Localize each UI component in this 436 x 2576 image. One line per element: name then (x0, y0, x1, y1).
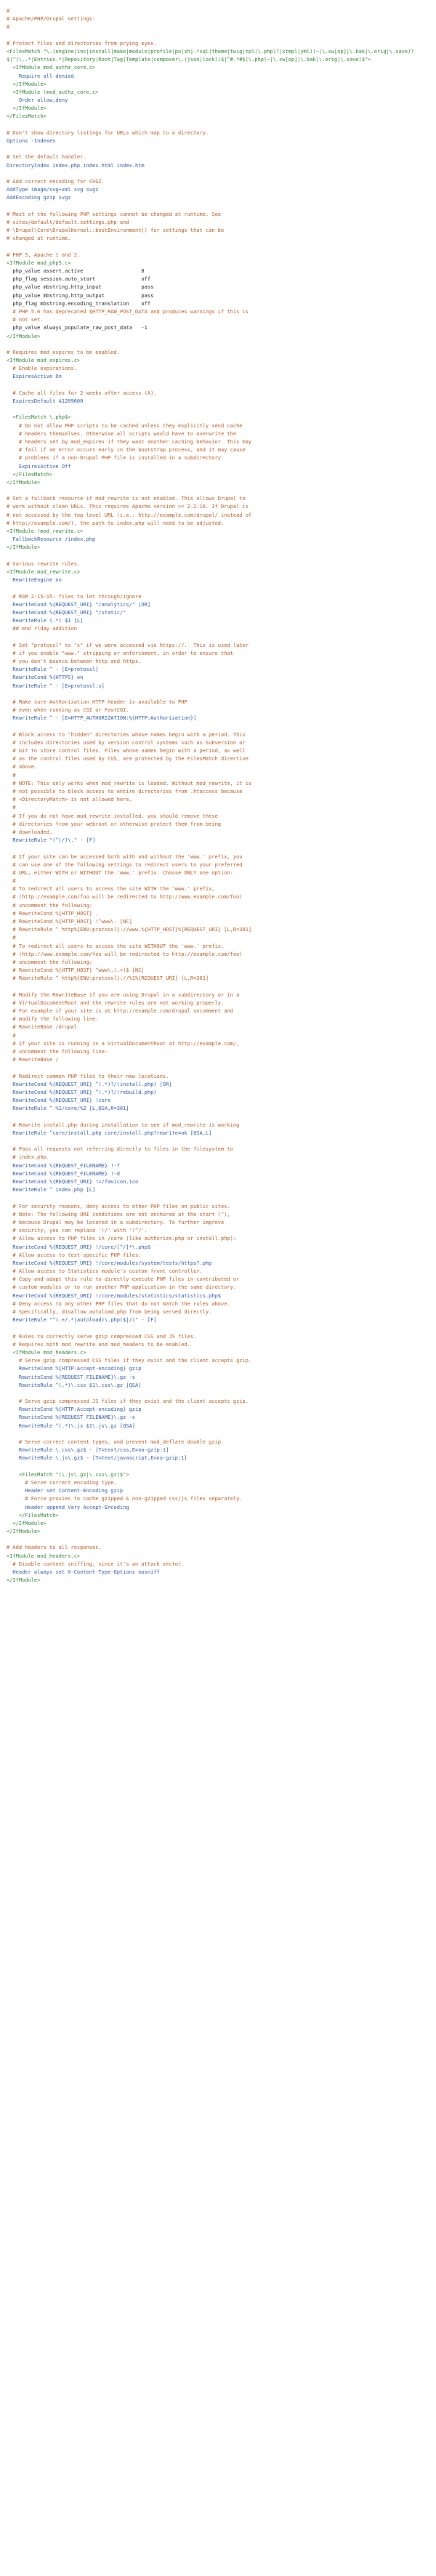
code-line: RewriteCond %{REQUEST_URI} !/core/modules/statistics/statistics.php$ (7, 1292, 222, 1299)
code-line: RewriteRule "^(.+/.*|autoload)\.php($|/)" - [F] (7, 1317, 157, 1324)
code-line: # RewriteRule ^ http%{ENV:protossl}://www.%{HTTP_HOST}%{REQUEST_URI} [L,R=301] (7, 927, 252, 933)
code-line: RewriteCond %{REQUEST_URI} !=/favicon.ico (7, 1179, 139, 1185)
code-line: </IfModule> (7, 1529, 41, 1535)
code-line: # downloaded. (7, 829, 53, 835)
code-line: # Various rewrite rules. (7, 560, 81, 567)
code-line: ## end rlday addition (7, 626, 77, 632)
code-line: RewriteRule ^ - [E=protossl] (7, 667, 99, 673)
code-line: # if you enable "www." stripping or enforcement, in order to ensure that (7, 650, 233, 656)
code-line: # Serve correct encoding type. (7, 1479, 117, 1486)
code-line: # headers set by mod_expires if they want another caching behavior. This may (7, 438, 252, 445)
code-line: # modify the following line: (7, 1016, 99, 1023)
blank-line (7, 1138, 436, 1146)
code-line: RewriteCond %{HTTP:Accept-encoding} gzip (7, 1366, 142, 1372)
blank-line (7, 1114, 436, 1122)
code-line: # Allow access to Statistics module's custom front controller. (7, 1268, 203, 1275)
code-line: # Allow access to PHP files in /core (like authorize.php or install.php): (7, 1236, 237, 1242)
code-line: </FilesMatch> (7, 1512, 59, 1518)
blank-line (7, 691, 436, 699)
blank-line (7, 170, 436, 178)
code-line: # Add headers to all responses. (7, 1545, 102, 1551)
code-line: # <DirectoryMatch> is not allowed here. (7, 797, 132, 803)
code-line: # VirtualDocumentRoot and the rewrite rules are not working properly. (7, 999, 225, 1006)
blank-line (7, 983, 436, 991)
code-line: # as the control files used by CVS, are protected by the FilesMatch directive (7, 756, 249, 762)
blank-line (7, 121, 436, 129)
blank-line (7, 32, 436, 40)
code-line: # RewriteRule ^ http%{ENV:protossl}://%1%{REQUEST_URI} [L,R=301] (7, 975, 209, 982)
code-line: # To redirect all users to access the site WITHOUT the 'www.' prefix, (7, 943, 225, 949)
code-line: RewriteRule ^core/install.php core/install.php?rewrite=ok [QSA,L] (7, 1130, 212, 1136)
code-line: php_value always_populate_raw_post_data -1 (7, 325, 148, 331)
code-line: ExpiresActive On (7, 374, 62, 380)
code-line: # Redirect common PHP files to their new locations. (7, 1073, 169, 1079)
code-line: # RewriteCond %{HTTP_HOST} !^www\. [NC] (7, 919, 132, 925)
code-line: RewriteCond %{REQUEST_URI} "/static/" (7, 609, 126, 616)
code-line: FallbackResource /index.php (7, 536, 96, 543)
code-line: # (http://www.example.com/foo will be redirected to http://example.com/foo) (7, 951, 243, 957)
code-line: # Don't show directory listings for URLs which map to a directory. (7, 129, 209, 136)
code-line: # security, you can replace '!/' with '!^/'. (7, 1228, 148, 1234)
code-line: # Make sure Authorization HTTP header is available to PHP (7, 699, 187, 705)
blank-line (7, 1064, 436, 1072)
code-line: <IfModule mod_rewrite.c> (7, 568, 81, 575)
blank-line (7, 1463, 436, 1471)
code-line: RewriteCond %{REQUEST_URI} ^(.*)?/(install.php) [OR] (7, 1081, 172, 1087)
code-line: # http://example.com/), the path to index.php will need to be adjusted. (7, 520, 225, 526)
blank-line (7, 487, 436, 495)
code-line: # uncomment the following: (7, 902, 93, 909)
code-line: RewriteCond %{HTTPS} on (7, 675, 84, 681)
code-line: # not accessed by the top level URL (i.e.: http://example.com/drupal/ instead of (7, 512, 252, 518)
code-line: <IfModule !mod_authz_core.c> (7, 89, 99, 95)
code-line: # (7, 772, 16, 778)
code-line: # If your site is running in a VirtualDocumentRoot at http://example.com/, (7, 1040, 240, 1047)
code-line: <IfModule mod_headers.c> (7, 1349, 86, 1356)
code-line: php_flag mbstring.encoding_translation off (7, 300, 151, 307)
code-line: # PHP 5, Apache 1 and 2. (7, 251, 81, 258)
code-line: # If you do not have mod_rewrite installed, you should remove these (7, 813, 218, 819)
code-line: RewriteRule \.css\.gz$ - [T=text/css,E=no-gzip:1] (7, 1447, 169, 1454)
code-line: # can use one of the following settings to redirect users to your preferred (7, 861, 243, 868)
blank-line (7, 382, 436, 390)
code-line: # custom modules or to run another PHP application in the same directory. (7, 1284, 237, 1291)
code-line: Require all denied (7, 73, 74, 79)
code-line: RewriteCond %{REQUEST_FILENAME}\.gz -s (7, 1374, 136, 1380)
code-line: # PHP 5.6 has deprecated $HTTP_RAW_POST_DATA and produces warnings if this is (7, 308, 249, 315)
code-line: RewriteCond %{REQUEST_URI} !/core/[^/]*\.php$ (7, 1244, 151, 1250)
code-line: # If your site can be accessed both with and without the 'www.' prefix, you (7, 853, 243, 860)
code-line: Header append Vary Accept-Encoding (7, 1504, 129, 1510)
code-line: RewriteRule ^ - [E=HTTP_AUTHORIZATION:%{HTTP:Authorization}] (7, 715, 197, 722)
code-line: # headers themselves. Otherwise all scripts would have to overwrite the (7, 430, 237, 437)
code-line: RewriteCond %{REQUEST_FILENAME}\.gz -s (7, 1414, 136, 1421)
blank-line (7, 341, 436, 349)
code-line: # Rewrite install.php during installation to see if mod_rewrite is working (7, 1122, 240, 1128)
code-line: <FilesMatch "(\.js\.gz|\.css\.gz)$"> (7, 1471, 129, 1478)
code-line: # (7, 24, 10, 31)
code-line: # To redirect all users to access the site WITH the 'www.' prefix, (7, 886, 215, 893)
code-line: AddType image/svg+xml svg svgz (7, 187, 99, 193)
code-line: # Add correct encoding for SVGZ. (7, 178, 105, 185)
code-line: <FilesMatch \.php$> (7, 414, 71, 421)
code-line: # Set the default handler. (7, 154, 86, 161)
code-line: # Set a fallback resource if mod_rewrite is not enabled. This allows Drupal to (7, 496, 246, 502)
blank-line (7, 723, 436, 731)
code-line: # Modify the RewriteBase if you are using Drupal in a subdirectory or in a (7, 991, 240, 998)
code-line: # Serve gzip compressed CSS files if they exist and the client accepts gzip. (7, 1358, 252, 1364)
code-line: # Requires mod_expires to be enabled. (7, 349, 120, 355)
code-line: php_value mbstring.http_input pass (7, 284, 154, 291)
code-line: # Deny access to any other PHP files that do not match the rules above. (7, 1300, 230, 1307)
code-line: RewriteRule ^ %1/core/%2 [L,QSA,R=301] (7, 1106, 129, 1112)
blank-line (7, 1194, 436, 1202)
code-line: # For example if your site is at http://example.com/drupal uncomment and (7, 1008, 233, 1015)
code-line: # (http://example.com/foo will be redirected to http://www.example.com/foo) (7, 894, 243, 901)
blank-line (7, 145, 436, 153)
code-line: # (7, 8, 10, 14)
code-line: <IfModule !mod_rewrite.c> (7, 528, 84, 534)
code-line: # Allow access to test-specific PHP files: (7, 1252, 142, 1258)
code-line: # RSM 2-15-15: files to let through/ignore (7, 593, 142, 600)
code-line: # RewriteBase / (7, 1057, 59, 1063)
code-line: RewriteCond %{REQUEST_FILENAME} !-d (7, 1170, 120, 1177)
blank-line (7, 1324, 436, 1332)
code-line: # you don't bounce between http and https. (7, 659, 142, 664)
code-line: RewriteRule ^(.*)\.css $1\.css\.gz [QSA] (7, 1382, 142, 1388)
code-line: </IfModule> (7, 1577, 41, 1584)
code-line: # (7, 878, 16, 885)
code-line: RewriteCond %{REQUEST_FILENAME} !-f (7, 1162, 120, 1169)
code-line: RewriteCond %{HTTP:Accept-encoding} gzip (7, 1406, 142, 1413)
code-line: <IfModule mod_headers.c> (7, 1553, 81, 1559)
code-line: # Rules to correctly serve gzip compressed CSS and JS files. (7, 1333, 197, 1340)
code-line: RewriteRule \.js\.gz$ - [T=text/javascript,E=no-gzip:1] (7, 1455, 187, 1462)
code-line: # not possible to block access to entire directories from .htaccess because (7, 789, 243, 794)
code-line: </IfModule> (7, 544, 41, 551)
code-line: # \Drupal\Core\DrupalKernel::bootEnvironment() for settings that can be (7, 228, 225, 234)
code-line: # Disable content sniffing, since it's an attack vector. (7, 1561, 185, 1567)
code-line: # changed at runtime. (7, 236, 71, 242)
code-line: <IfModule mod_authz_core.c> (7, 65, 96, 71)
code-line: # not set. (7, 317, 44, 323)
code-line: # Apache/PHP/Drupal settings: (7, 16, 96, 23)
code-line: RewriteRule ^ - [E=protossl:s] (7, 683, 105, 689)
code-line: # For security reasons, deny access to other PHP files on public sites. (7, 1203, 230, 1209)
code-line: # index.php. (7, 1154, 50, 1161)
code-line: # NOTE: This only works when mod_rewrite is loaded. Without mod_rewrite, it is (7, 780, 252, 786)
code-line: RewriteRule ^ index.php [L] (7, 1187, 96, 1194)
blank-line (7, 406, 436, 414)
code-line: </IfModule> (7, 333, 41, 339)
code-line: # Enable expirations. (7, 366, 77, 372)
code-line: # Specifically, disallow autoload.php from being served directly. (7, 1309, 212, 1315)
code-line: # RewriteBase /drupal (7, 1024, 77, 1031)
code-line: # work without clean URLs. This requires Apache version >= 2.2.16. If Drupal is (7, 504, 249, 510)
code-line: </FilesMatch> (7, 471, 53, 478)
code-line: # (7, 935, 16, 941)
blank-line (7, 552, 436, 560)
code-line: # RewriteCond %{HTTP_HOST} . (7, 910, 99, 917)
code-line: RewriteRule "(^|/)\." - [F] (7, 837, 96, 844)
code-line: # Most of the following PHP settings cannot be changed at runtime. See (7, 211, 222, 217)
code-line: # Set "protossl" to "s" if we were accessed via https://. This is used later (7, 642, 249, 648)
code-line: php_value assert.active 0 (7, 268, 145, 274)
code-line: # Do not allow PHP scripts to be cached unless they explicitly send cache (7, 422, 243, 429)
blank-line (7, 1390, 436, 1398)
code-line: # Git to store control files. Files whose names begin with a period, as well (7, 748, 246, 754)
code-line: RewriteCond %{REQUEST_URI} ^(.*)?/(rebuild.php) (7, 1089, 157, 1095)
code-line: <IfModule mod_php5.c> (7, 259, 71, 266)
code-line: AddEncoding gzip svgz (7, 195, 71, 201)
blank-line (7, 1430, 436, 1438)
blank-line (7, 584, 436, 592)
code-line: # URL, either WITH or WITHOUT the 'www.' prefix. Choose ONLY one option: (7, 869, 233, 876)
code-line: # (7, 805, 16, 811)
code-line: RewriteCond %{REQUEST_URI} !/core/modules/system/tests/https?.php (7, 1260, 212, 1266)
code-line: # RewriteCond %{HTTP_HOST} ^www\.(.+)$ [NC] (7, 967, 145, 974)
code-line: </FilesMatch> (7, 113, 47, 120)
code-line: php_value mbstring.http_output pass (7, 292, 154, 299)
code-line: $|^(\..*|Entries.*|Repository|Root|Tag|Template|composer\.(json|lock))$|^#.*#$|\.php(~|\.sw[op]|\.bak|\.orig|\.save)$"> (7, 57, 371, 63)
code-line: Header always set X-Content-Type-Options nosniff (7, 1569, 160, 1575)
code-line: ExpiresActive Off (7, 463, 71, 470)
code-line: # Serve correct content types, and prevent mod_deflate double gzip. (7, 1439, 225, 1445)
code-line: </IfModule> (7, 81, 47, 87)
code-line: # above. (7, 764, 38, 770)
code-line: Options -Indexes (7, 138, 56, 144)
code-line: # Block access to "hidden" directories whose names begin with a period. This (7, 731, 246, 738)
code-line: # sites/default/default.settings.php and (7, 219, 129, 225)
code-line: RewriteCond %{REQUEST_URI} !core (7, 1098, 111, 1104)
code-line: # Note: The following URI conditions are not anchored at the start (^), (7, 1211, 230, 1217)
code-line: # uncomment the following line: (7, 1049, 108, 1055)
code-line: </IfModule> (7, 479, 41, 486)
code-line: RewriteCond %{REQUEST_URI} "/analytics/" [OR] (7, 601, 151, 608)
code-line: Order allow,deny (7, 97, 68, 104)
blank-line (7, 243, 436, 251)
code-line: RewriteRule ^(.*)\.js $1\.js\.gz [QSA] (7, 1422, 136, 1429)
code-line: RewriteEngine on (7, 577, 62, 584)
code-line: # uncomment the following: (7, 959, 93, 965)
code-line: # fail if an error occurs early in the bootstrap process, and it may cause (7, 447, 246, 454)
code-line: # Pass all requests not referring directly to files in the filesystem to (7, 1146, 233, 1153)
code-line: # Cache all files for 2 weeks after access (A). (7, 390, 157, 396)
code-line: # Copy and adapt this rule to directly execute PHP files in contributed or (7, 1276, 240, 1283)
blank-line (7, 633, 436, 641)
code-line: # Requires both mod_rewrite and mod_headers to be enabled. (7, 1341, 190, 1348)
blank-line (7, 1536, 436, 1544)
code-line: <IfModule mod_expires.c> (7, 358, 81, 364)
code-line: <FilesMatch "\.(engine|inc|install|make|module|profile|po|sh|.*sql|theme|twig|tpl(\.php)?|xtmpl|yml)(~|\.sw[op]|\.bak|\.orig|\.save)? (7, 48, 414, 55)
code-line: php_flag session.auto_start off (7, 276, 151, 283)
code-line: # (7, 1032, 16, 1039)
blank-line (7, 203, 436, 211)
code-line: Header set Content-Encoding gzip (7, 1488, 124, 1494)
blank-line (7, 845, 436, 853)
code-line: # even when running as CGI or FastCGI. (7, 707, 129, 714)
code-line: RewriteRule (.*) $1 [L] (7, 618, 84, 624)
code-line: # because Drupal may be located in a subdirectory. To further improve (7, 1219, 225, 1225)
code-line: </IfModule> (7, 105, 47, 112)
code-line: # Serve gzip compressed JS files if they exist and the client accepts gzip. (7, 1398, 249, 1405)
code-line: # Force proxies to cache gzipped & non-gzipped css/js files separately. (7, 1496, 243, 1502)
code-line: DirectoryIndex index.php index.html index.htm (7, 162, 145, 169)
code-line: ExpiresDefault A1209600 (7, 398, 84, 404)
code-line: </IfModule> (7, 1520, 47, 1526)
code-line: # problems if a non-Drupal PHP file is installed in a subdirectory. (7, 455, 225, 462)
code-line: # Protect files and directories from prying eyes. (7, 40, 157, 47)
code-line: # includes directories used by version control systems such as Subversion or (7, 739, 246, 746)
code-line: # directories from your webroot or otherwise protect them from being (7, 821, 222, 827)
